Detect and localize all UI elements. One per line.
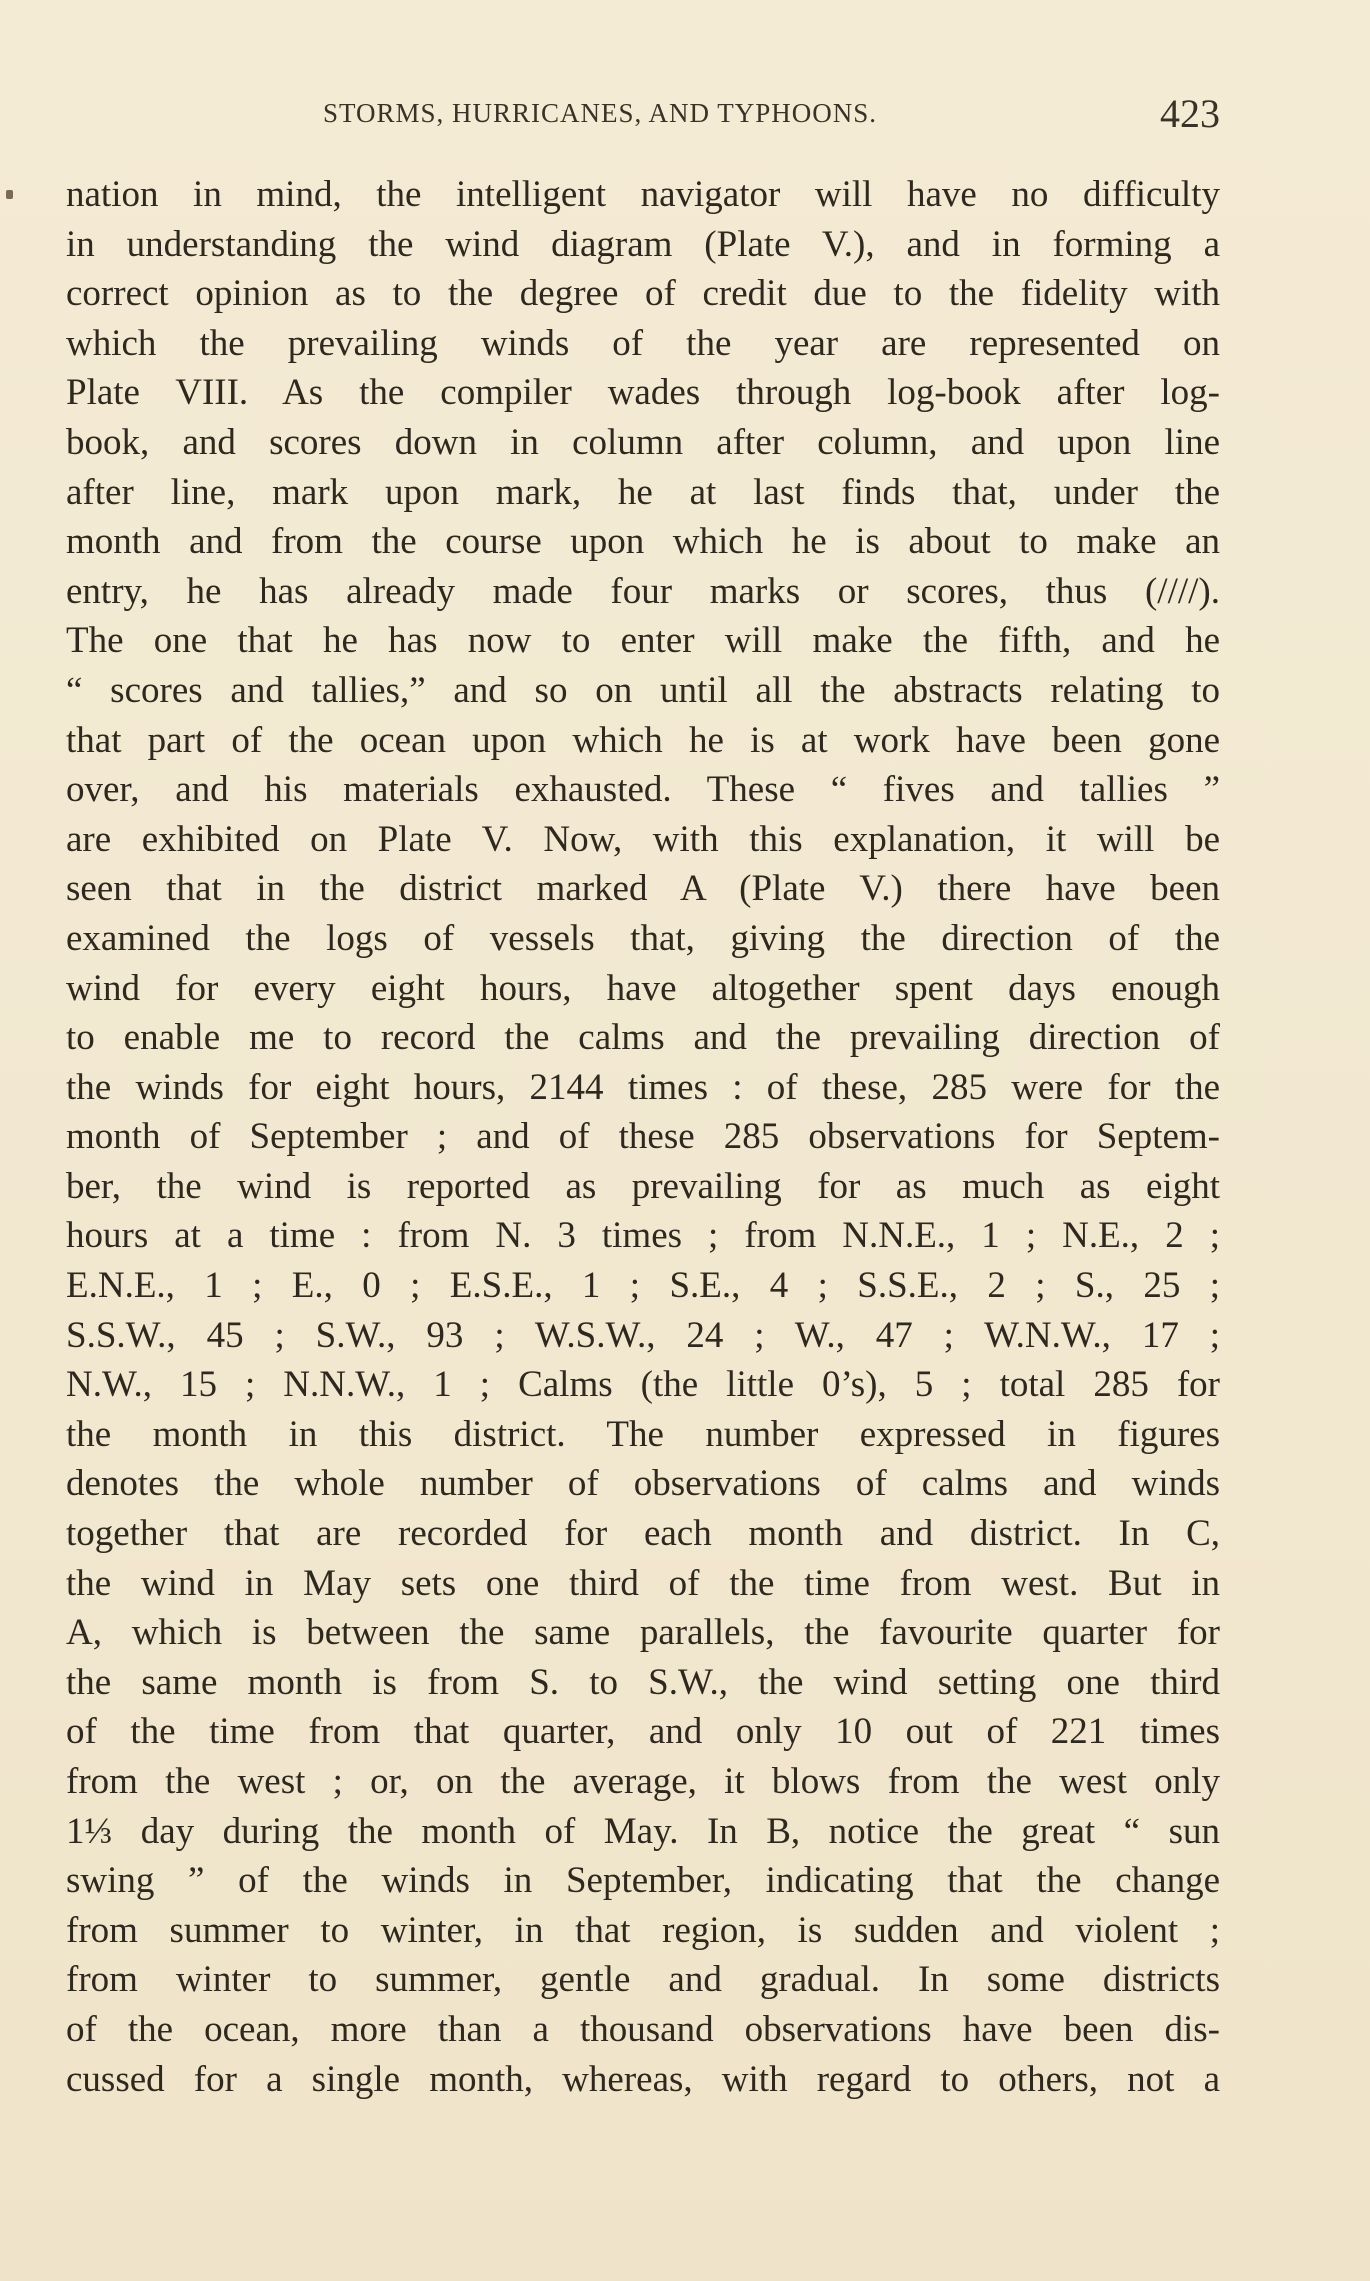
text-line: wind for every eight hours, have altogether spent days enough xyxy=(66,967,1220,1009)
text-line: in understanding the wind diagram (Plate V.), and in forming a xyxy=(66,223,1220,265)
margin-mark xyxy=(6,190,13,199)
text-line: ber, the wind is reported as prevailing for as much as eight xyxy=(66,1165,1220,1207)
text-line: denotes the whole number of observations of calms and winds xyxy=(66,1463,1220,1505)
body-paragraph xyxy=(66,170,1220,2104)
text-line: A, which is between the same parallels, the favourite quarter for xyxy=(66,1612,1220,1654)
text-line: examined the logs of vessels that, giving the direction of the xyxy=(66,917,1220,959)
text-line: “ scores and tallies,” and so on until all the abstracts relating to xyxy=(66,669,1220,711)
text-line: E.N.E., 1 ; E., 0 ; E.S.E., 1 ; S.E., 4 ; S.S.E., 2 ; S., 25 ; xyxy=(66,1265,1220,1307)
text-line: The one that he has now to enter will make the fifth, and he xyxy=(66,620,1220,662)
text-line: month and from the course upon which he is about to make an xyxy=(66,521,1220,563)
text-line: from the west ; or, on the average, it blows from the west only xyxy=(66,1761,1220,1802)
text-line: 1⅓ day during the month of May. In B, notice the great “ sun xyxy=(66,1810,1220,1852)
text-line: which the prevailing winds of the year are represented on xyxy=(66,322,1220,364)
text-line: N.W., 15 ; N.N.W., 1 ; Calms (the little 0’s), 5 ; total 285 for xyxy=(66,1364,1220,1406)
text-line: swing ” of the winds in September, indicating that the change xyxy=(66,1860,1220,1902)
text-line: month of September ; and of these 285 observations for Septem- xyxy=(66,1116,1220,1158)
text-line: S.S.W., 45 ; S.W., 93 ; W.S.W., 24 ; W., 47 ; W.N.W., 17 ; xyxy=(66,1314,1220,1356)
text-line: hours at a time : from N. 3 times ; from N.N.E., 1 ; N.E., 2 ; xyxy=(66,1215,1220,1257)
text-line: are exhibited on Plate V. Now, with this explanation, it will be xyxy=(66,818,1220,860)
text-line: the same month is from S. to S.W., the wind setting one third xyxy=(66,1661,1220,1703)
text-line: the wind in May sets one third of the time from west. But in xyxy=(66,1562,1220,1604)
text-line: cussed for a single month, whereas, with regard to others, not a xyxy=(66,2058,1220,2100)
text-line: nation in mind, the intelligent navigator will have no difficulty xyxy=(66,174,1220,215)
text-line: together that are recorded for each month and district. In C, xyxy=(66,1513,1220,1555)
text-line: entry, he has already made four marks or scores, thus (////). xyxy=(66,570,1220,612)
text-line: seen that in the district marked A (Plate V.) there have been xyxy=(66,868,1220,910)
text-line: of the time from that quarter, and only 10 out of 221 times xyxy=(66,1711,1220,1753)
text-line: after line, mark upon mark, he at last finds that, under the xyxy=(66,471,1220,513)
text-line: that part of the ocean upon which he is at work have been gone xyxy=(66,719,1220,761)
text-line: the winds for eight hours, 2144 times : of these, 285 were for the xyxy=(66,1066,1220,1108)
page-header xyxy=(70,90,1220,140)
text-line: to enable me to record the calms and the prevailing direction of xyxy=(66,1017,1220,1059)
text-line: from winter to summer, gentle and gradual. In some districts xyxy=(66,1959,1220,2001)
page-number: 423 xyxy=(1160,91,1220,136)
text-line: over, and his materials exhausted. These “ fives and tallies ” xyxy=(66,769,1220,811)
text-line: from summer to winter, in that region, is sudden and violent ; xyxy=(66,1909,1220,1951)
running-head: STORMS, HURRICANES, AND TYPHOONS. xyxy=(322,98,878,128)
text-line: Plate VIII. As the compiler wades through log-book after log- xyxy=(66,372,1220,414)
text-line: the month in this district. The number expressed in figures xyxy=(66,1413,1220,1455)
text-line: of the ocean, more than a thousand observations have been dis- xyxy=(66,2008,1220,2050)
text-line: book, and scores down in column after column, and upon line xyxy=(66,421,1220,463)
text-line: correct opinion as to the degree of credit due to the fidelity with xyxy=(66,273,1220,315)
